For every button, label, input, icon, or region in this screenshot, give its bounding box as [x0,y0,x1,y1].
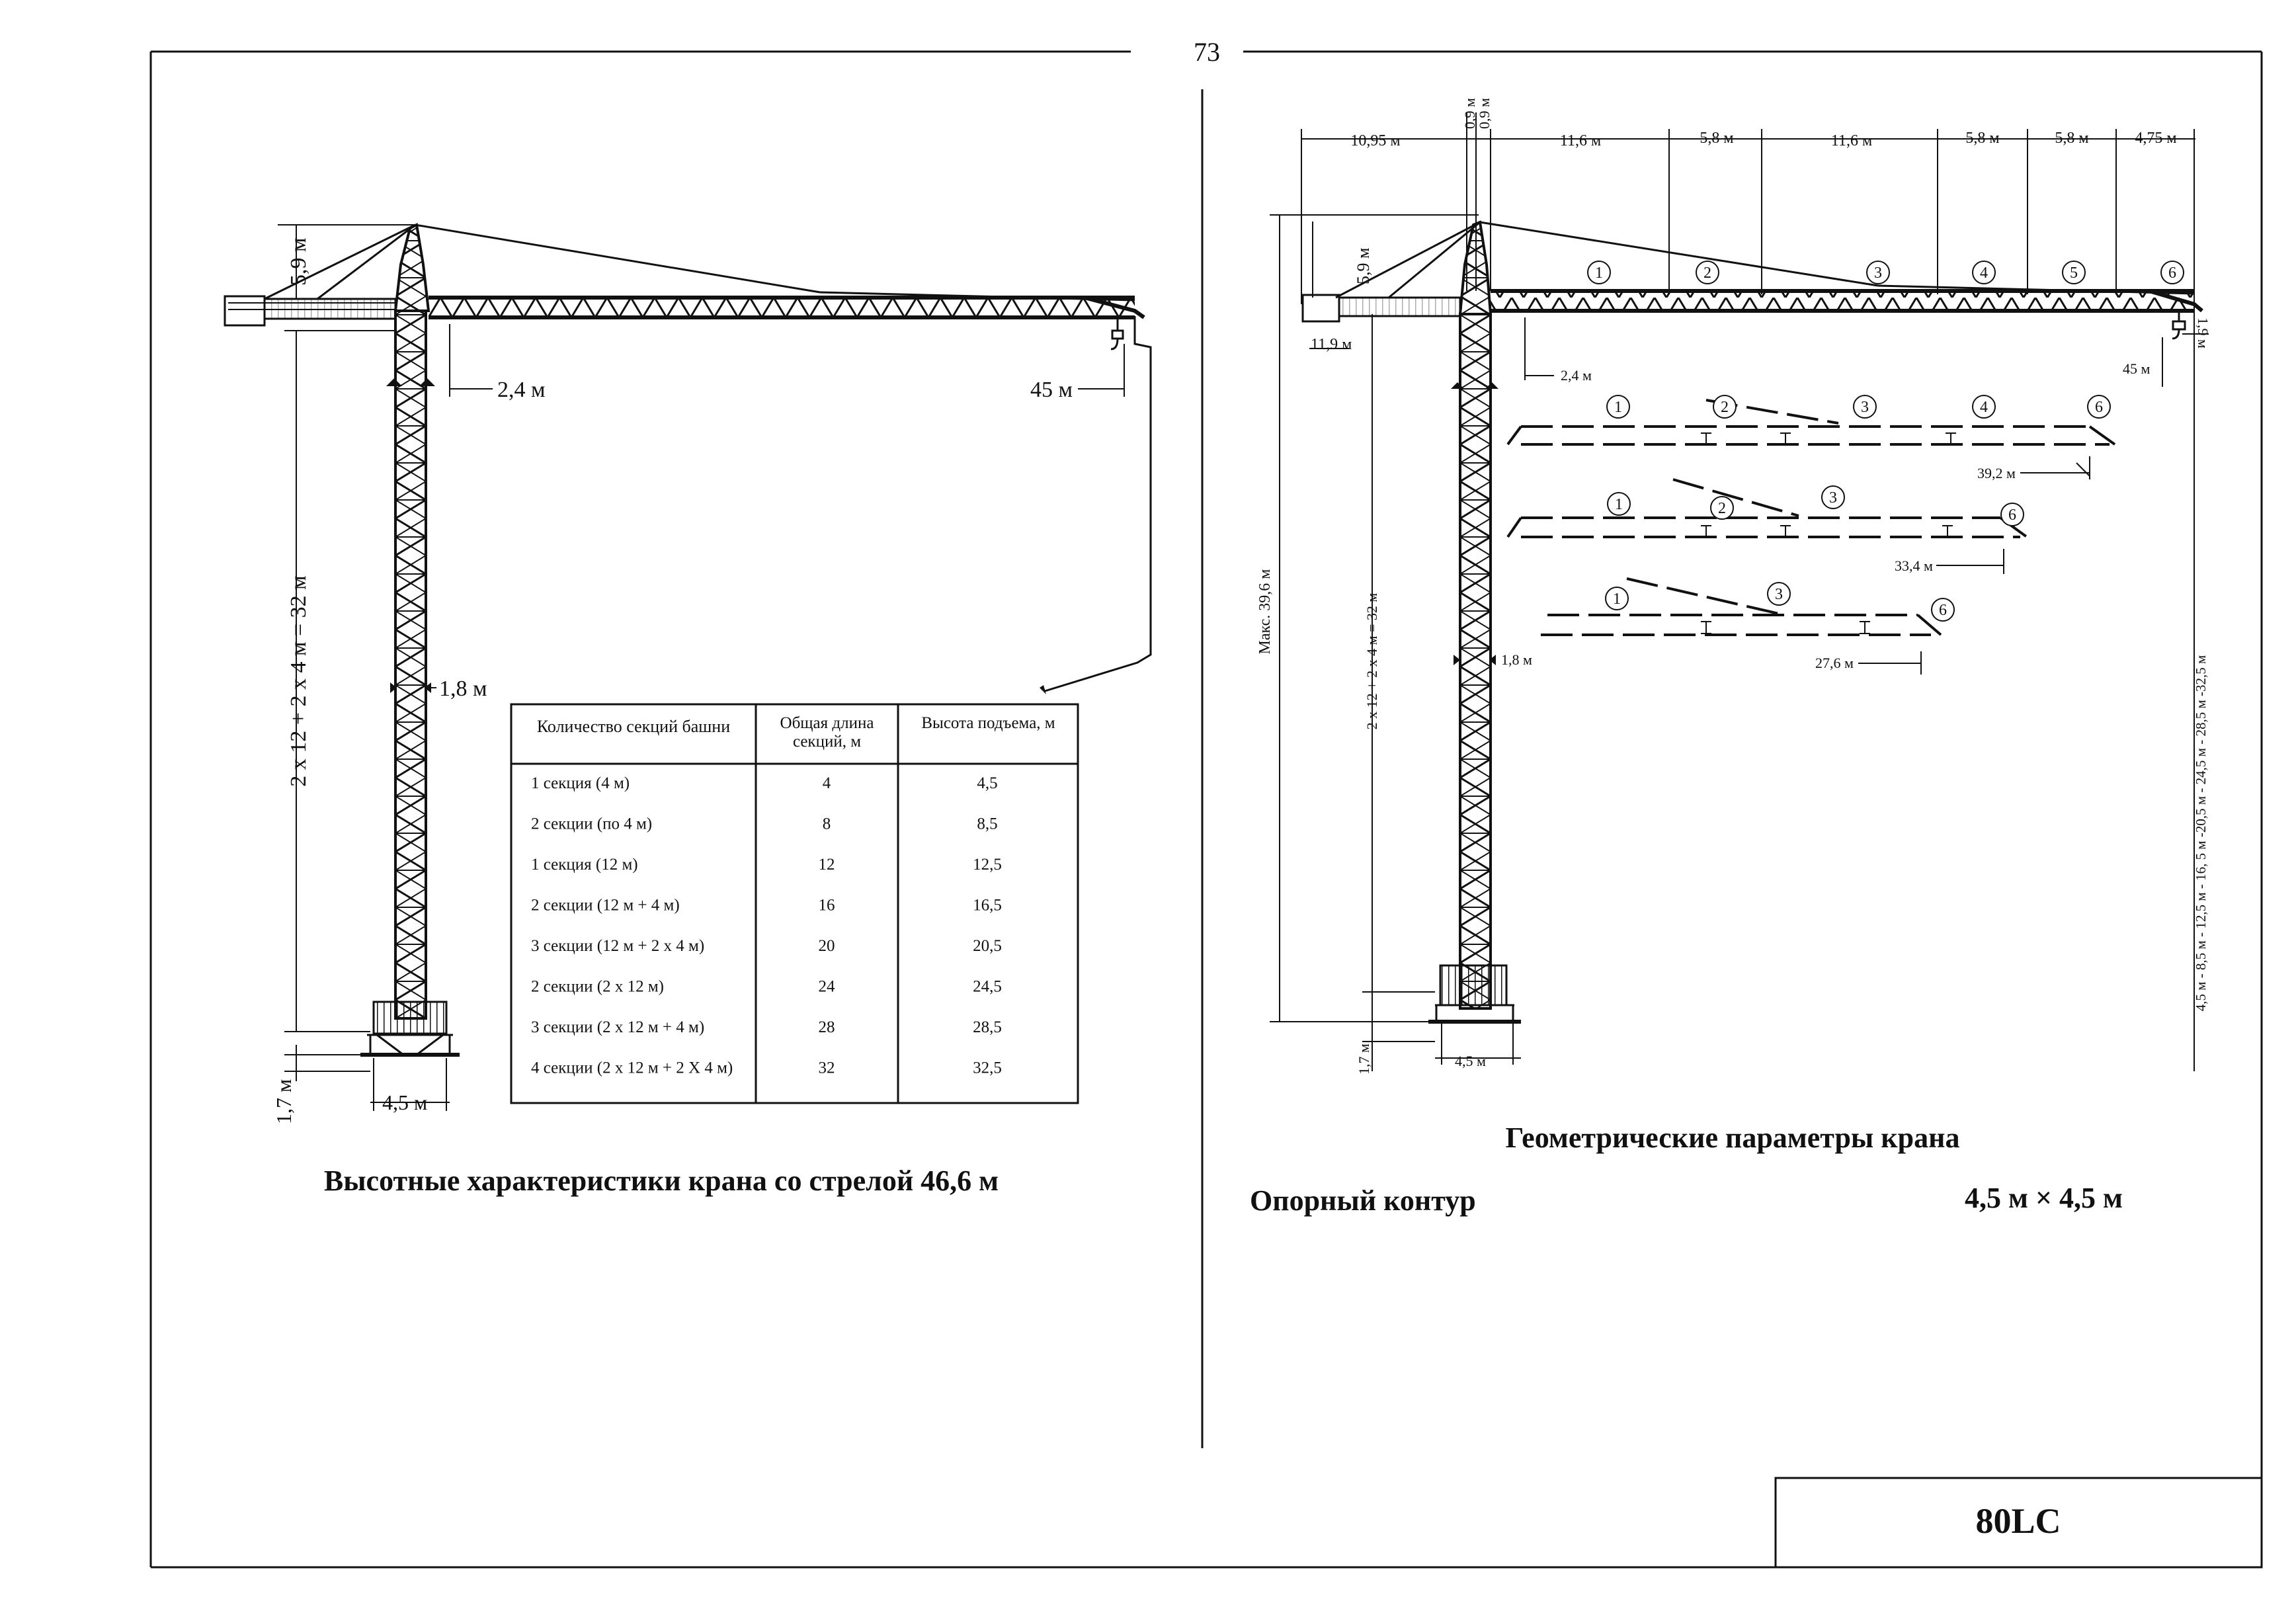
support-value: 4,5 м × 4,5 м [1964,1182,2123,1214]
table-cell: 1 секция (12 м) [531,856,638,874]
table-header-count: Количество секций башни [536,717,731,736]
right-dim-tower-width: 1,8 м [1501,651,1532,668]
right-dim-jib-height: 1,9 м [2195,317,2211,348]
table-cell: 4,5 [977,774,998,792]
table-cell: 12 [818,856,835,874]
number-label: 2 [1703,265,1711,282]
left-dim-tower-height: 2 х 12 + 2 х 4 м = 32 м [286,575,311,787]
right-dim-base-width: 4,5 м [1455,1053,1486,1069]
table-cell: 28 [818,1018,835,1036]
table-header-height: Высота подъема, м [921,714,1055,732]
number-label: 5 [2070,265,2078,282]
number-label: 6 [2008,507,2016,524]
variant-c-length: 27,6 м [1815,655,1854,671]
table-cell: 1 секция (4 м) [531,774,630,792]
table-cell: 32 [818,1059,835,1077]
right-dim-seg-6: 5,8 м [2055,130,2089,147]
table-cell: 24 [818,977,835,996]
number-label: 1 [1614,399,1622,416]
number-label: 1 [1615,496,1623,513]
right-dim-max-height: Макс. 39,6 м [1256,569,1274,655]
model-label: 80LC [1975,1501,2061,1541]
number-label: 4 [1980,265,1988,282]
number-label: 6 [2095,399,2103,416]
number-label: 2 [1718,500,1726,517]
right-dim-jib-offset: 2,4 м [1561,367,1592,384]
page-number: 73 [1194,37,1220,67]
number-label: 3 [1874,265,1882,282]
variant-marks [1606,395,2110,621]
right-title: Геометрические параметры крана [1505,1122,1960,1154]
left-dim-base-height: 1,7 м [272,1079,296,1124]
right-dim-seg-5: 5,8 м [1965,130,2000,147]
right-dim-tower-height: 2 х 12 + 2 х 4 м = 32 м [1364,593,1380,730]
right-dim-seg-4: 11,6 м [1830,132,1873,149]
jib-marks [1588,261,2184,284]
right-dim-seg-1: 10,95 м [1350,132,1401,149]
left-dim-tower-width: 1,8 м [439,676,487,701]
right-dim-small-a: 0,9 м [1461,98,1478,129]
table-cell: 16 [818,896,835,915]
support-label: Опорный контур [1250,1184,1476,1217]
table-cell: 2 секции (по 4 м) [531,815,653,833]
table-cell: 20 [818,937,835,955]
table-cell: 24,5 [973,977,1002,996]
right-dimensions [1270,112,2209,1071]
number-label: 1 [1613,591,1621,608]
table-header-height-box [901,714,1076,764]
left-dim-jib-top: 5,9 м [286,237,311,286]
table-header-length-box [759,714,895,764]
table-rows [531,774,1002,1077]
left-dim-jib-offset: 2,4 м [497,378,546,402]
number-label: 3 [1829,489,1837,507]
left-dim-jib-length: 45 м [1030,378,1073,402]
number-label: 6 [2168,265,2176,282]
table-cell: 2 секции (12 м + 4 м) [531,896,680,915]
table-cell: 12,5 [973,856,1002,874]
table-cell: 8,5 [977,815,998,833]
right-dim-hook-heights: 4,5 м - 8,5 м - 12,5 м - 16, 5 м -20,5 м - 24,5 м - 28,5 м -32,5 м [2193,655,2209,1012]
variant-b-length: 33,4 м [1895,557,1933,574]
number-label: 6 [1939,602,1947,619]
table-cell: 16,5 [973,896,1002,915]
table-cell: 28,5 [973,1018,1002,1036]
right-crane [1303,222,2202,1022]
table-cell: 2 секции (2 х 12 м) [531,977,665,996]
table-cell: 4 [822,774,831,792]
variant-a-length: 39,2 м [1977,465,2016,481]
table-cell: 3 секции (12 м + 2 х 4 м) [531,937,705,955]
table-cell: 20,5 [973,937,1002,955]
number-label: 2 [1721,399,1729,416]
right-dim-seg-7: 4,75 м [2135,130,2177,147]
table-cell: 32,5 [973,1059,1002,1077]
jib-variants [1508,400,2115,675]
table-cell: 8 [822,815,831,833]
number-label: 3 [1775,586,1783,603]
table-cell: 4 секции (2 х 12 м + 2 Х 4 м) [531,1059,733,1077]
right-dim-counter-jib: 11,9 м [1311,336,1352,353]
number-label: 4 [1980,399,1988,416]
left-caption: Высотные характеристики крана со стрелой 46,6 м [323,1165,999,1197]
number-label: 1 [1595,265,1603,282]
number-label: 3 [1861,399,1869,416]
left-crane [225,225,1151,1055]
right-dim-jib-top: 5,9 м [1354,247,1373,284]
right-dim-seg-2: 11,6 м [1559,132,1602,149]
right-dim-small-b: 0,9 м [1476,98,1493,129]
right-dim-jib-length: 45 м [2123,360,2151,377]
table-header-length: Общая длина секций, м [780,714,874,751]
right-dim-base-height: 1,7 м [1356,1044,1372,1075]
left-dim-base-width: 4,5 м [382,1090,428,1114]
page-frame [151,52,2262,1567]
table-cell: 3 секции (2 х 12 м + 4 м) [531,1018,705,1036]
right-dim-seg-3: 5,8 м [1700,130,1734,147]
